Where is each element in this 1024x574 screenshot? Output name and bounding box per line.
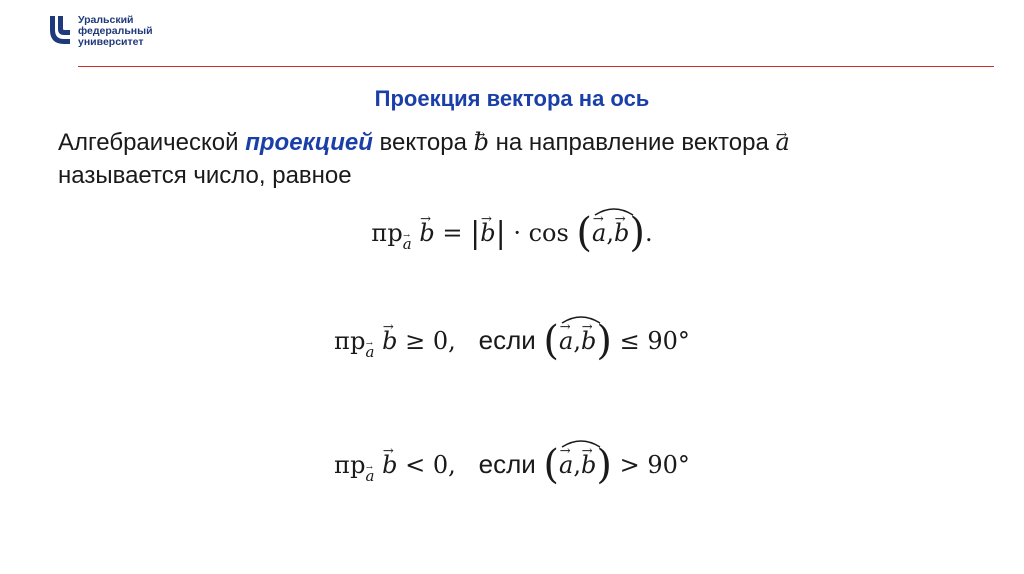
- word-if: если: [478, 325, 536, 355]
- angle-vector-a: → a: [559, 451, 573, 479]
- vector-b-magnitude: → b: [480, 219, 495, 247]
- pr-subscript-vector-a: → a: [365, 467, 374, 485]
- para-text-3: на направление вектора: [488, 129, 776, 156]
- angle-ab: → a,→ b: [559, 327, 596, 355]
- urfu-logo-icon: [48, 14, 72, 48]
- nonnegative-condition: [0, 318, 1024, 364]
- definition-paragraph: [58, 126, 998, 192]
- pr-operator: пр: [334, 327, 366, 355]
- comparison: ≤ 90°: [611, 327, 690, 355]
- angle-vector-b: → b: [614, 219, 629, 247]
- para-text-2: вектора: [372, 129, 474, 156]
- para-text-1: Алгебраической: [58, 129, 246, 156]
- negative-condition: [0, 442, 1024, 488]
- paren-left: (: [576, 210, 593, 256]
- logo-line-3: университет: [78, 36, 144, 48]
- vector-b: → b: [474, 126, 489, 159]
- paren-right: ): [629, 210, 645, 256]
- abs-bar-right: |: [495, 216, 506, 251]
- vector-b: → b: [419, 219, 434, 247]
- cos-operator: · cos: [505, 219, 577, 247]
- paren-right: ): [596, 318, 612, 364]
- header-divider: [78, 66, 994, 67]
- paren-left: (: [543, 442, 560, 488]
- angle-vector-b: → b: [581, 327, 596, 355]
- para-emphasis: проекцией: [245, 129, 373, 156]
- equals-sign: =: [434, 219, 471, 247]
- projection-formula: [0, 210, 1024, 256]
- pr-subscript-vector-a: → a: [403, 235, 412, 253]
- pr-operator: пр: [334, 451, 366, 479]
- comparison: > 90°: [611, 451, 690, 479]
- formula-end: .: [644, 219, 653, 247]
- relation: < 0,: [397, 451, 456, 479]
- vector-a: → a: [775, 126, 789, 159]
- abs-bar-left: |: [470, 216, 481, 251]
- logo-line-2: федеральный: [78, 25, 153, 37]
- angle-vector-b: → b: [581, 451, 596, 479]
- pr-operator: пр: [371, 219, 403, 247]
- relation: ≥ 0,: [397, 327, 456, 355]
- paren-right: ): [596, 442, 612, 488]
- angle-ab: → a,→ b: [559, 451, 596, 479]
- university-logo: [48, 14, 153, 48]
- word-if: если: [478, 449, 536, 479]
- vector-b: → b: [382, 451, 397, 479]
- paren-left: (: [543, 318, 560, 364]
- logo-line-1: Уральский: [78, 14, 134, 26]
- logo-text: [78, 15, 153, 48]
- para-text-4: называется число, равное: [58, 162, 352, 189]
- angle-vector-a: → a: [559, 327, 573, 355]
- vector-b: → b: [382, 327, 397, 355]
- angle-ab: → a,→ b: [592, 219, 629, 247]
- slide-title: Проекция вектора на ось: [374, 86, 650, 111]
- pr-subscript-vector-a: → a: [365, 343, 374, 361]
- angle-vector-a: → a: [592, 219, 606, 247]
